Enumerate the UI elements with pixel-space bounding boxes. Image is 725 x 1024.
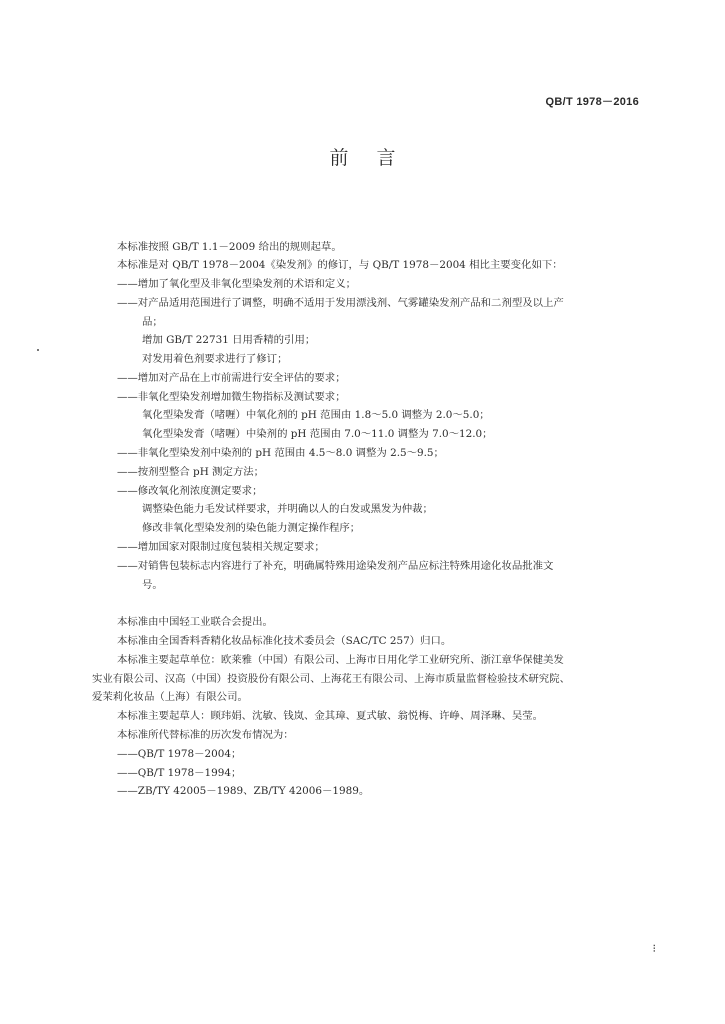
foreword-line: 修改非氧化型染发剂的染色能力测定操作程序； <box>142 522 361 534</box>
scan-speck <box>37 349 39 351</box>
foreword-line: 实业有限公司、汉高（中国）投资股份有限公司、上海花王有限公司、上海市质量监督检验技术研究院、 <box>92 673 570 685</box>
foreword-line: 调整染色能力毛发试样要求，并明确以人的白发或黑发为仲裁； <box>142 503 433 515</box>
foreword-line: 本标准主要起草单位：欧莱雅（中国）有限公司、上海市日用化学工业研究所、浙江章华保健美发 <box>117 654 564 666</box>
foreword-line: 氧化型染发膏（啫喱）中染剂的 pH 范围由 7.0～11.0 调整为 7.0～12.0； <box>142 428 493 440</box>
foreword-line: 品； <box>142 316 163 328</box>
standard-code: QB/T 1978－2016 <box>545 96 639 108</box>
foreword-line: 本标准是对 QB/T 1978－2004《染发剂》的修订，与 QB/T 1978－2004 相比主要变化如下： <box>117 259 563 271</box>
foreword-line: ——非氧化型染发剂中染剂的 pH 范围由 4.5～8.0 调整为 2.5～9.5； <box>117 447 444 459</box>
foreword-line: 本标准主要起草人：顾玮娟、沈敏、钱岚、金其璋、夏式敏、翁悦梅、许峥、周泽琳、吴莹。 <box>117 710 544 722</box>
foreword-line: ——非氧化型染发剂增加微生物指标及测试要求； <box>117 391 346 403</box>
page-title: 前言 <box>329 147 424 169</box>
foreword-line: ——增加国家对限制过度包装相关规定要求； <box>117 541 325 553</box>
foreword-line: 本标准由中国轻工业联合会提出。 <box>117 616 273 628</box>
foreword-line: ——修改氧化剂浓度测定要求； <box>117 485 263 497</box>
foreword-line: ——按剂型整合 pH 测定方法； <box>117 466 265 478</box>
foreword-line: ——QB/T 1978－2004； <box>117 748 242 760</box>
foreword-line: ——ZB/TY 42005－1989、ZB/TY 42006－1989。 <box>117 785 370 797</box>
foreword-line: ——QB/T 1978－1994； <box>117 767 242 779</box>
foreword-line: 本标准按照 GB/T 1.1－2009 给出的规则起草。 <box>117 241 342 253</box>
foreword-line: 增加 GB/T 22731 日用香精的引用； <box>142 334 316 346</box>
foreword-line: 对发用着色剂要求进行了修订； <box>142 353 288 365</box>
foreword-line: 氧化型染发膏（啫喱）中氧化剂的 pH 范围由 1.8～5.0 调整为 2.0～5.0； <box>142 409 490 421</box>
foreword-line: 爱茉莉化妆品（上海）有限公司。 <box>92 691 248 703</box>
foreword-line: ——增加了氧化型及非氧化型染发剂的术语和定义； <box>117 278 356 290</box>
corner-mark: ⁝ <box>652 942 656 955</box>
foreword-line: 号。 <box>142 579 163 591</box>
foreword-line: ——对产品适用范围进行了调整，明确不适用于发用漂浅剂、气雾罐染发剂产品和二剂型及以上产 <box>117 297 564 309</box>
foreword-line: ——对销售包装标志内容进行了补充，明确属特殊用途染发剂产品应标注特殊用途化妆品批准文 <box>117 560 554 572</box>
foreword-line: 本标准由全国香料香精化妆品标准化技术委员会（SAC/TC 257）归口。 <box>117 635 452 647</box>
foreword-line: ——增加对产品在上市前需进行安全评估的要求； <box>117 372 346 384</box>
foreword-line: 本标准所代替标准的历次发布情况为： <box>117 729 294 741</box>
